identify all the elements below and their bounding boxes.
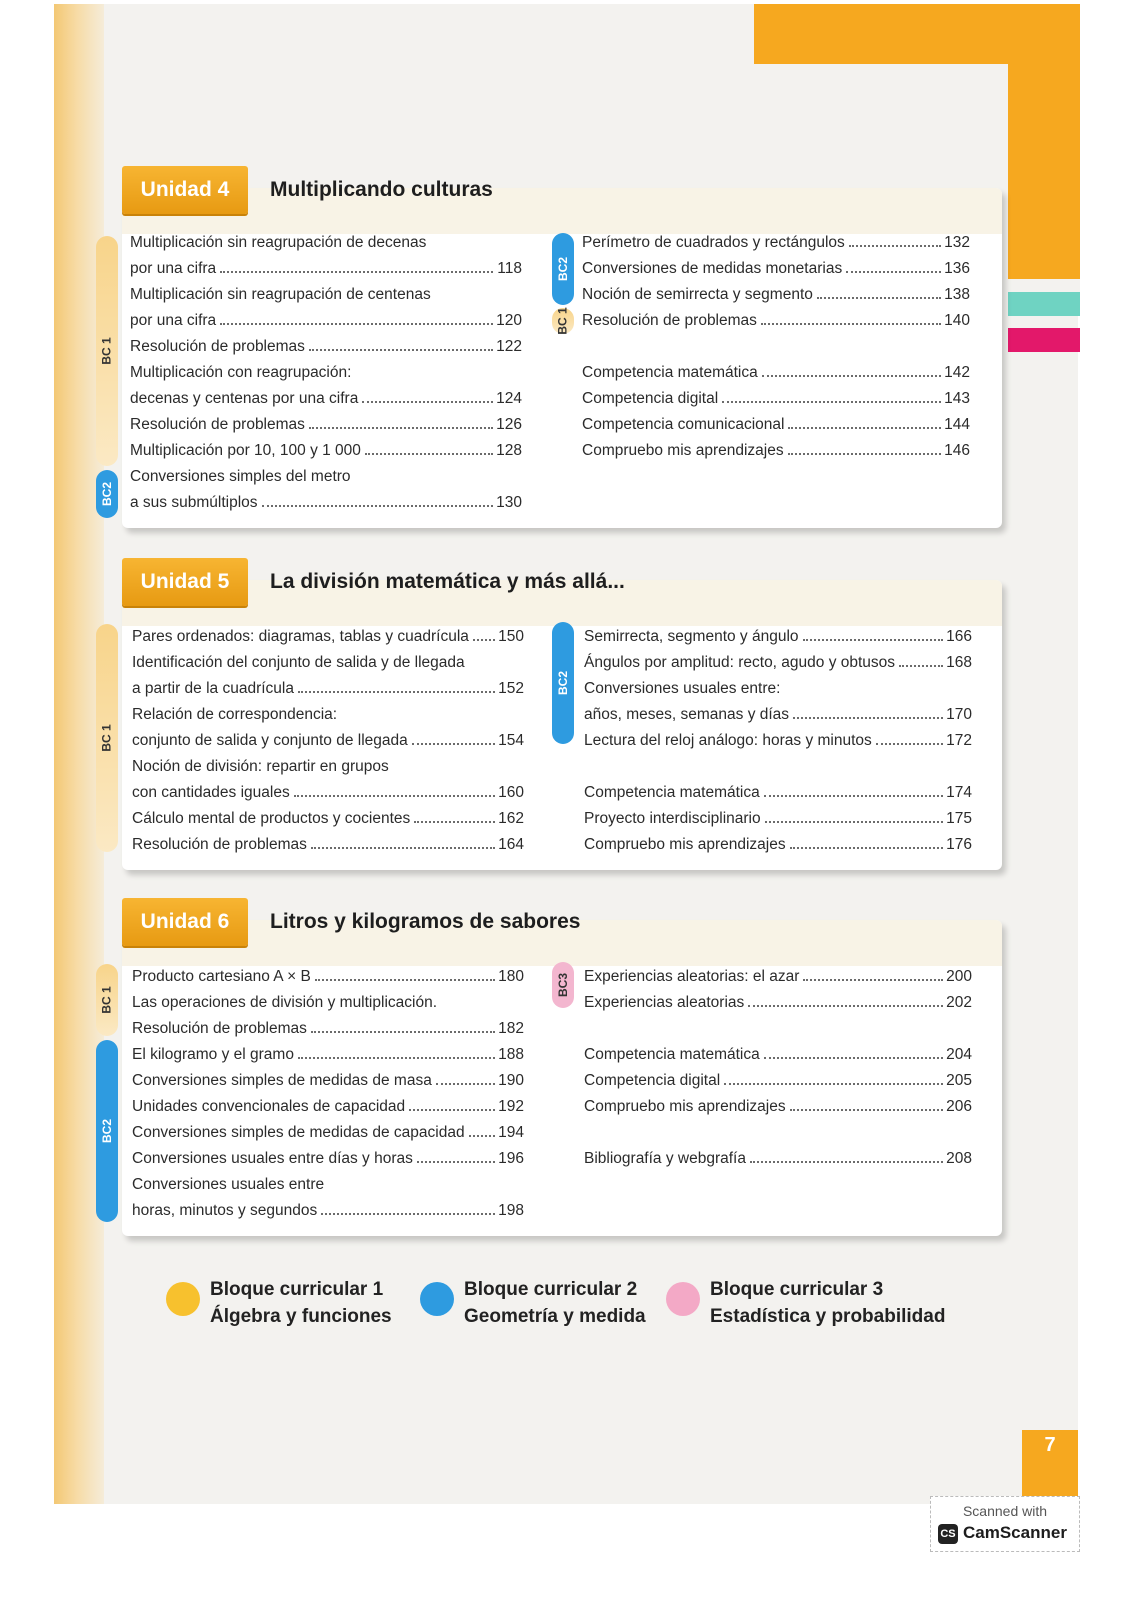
toc-entry: Competencia comunicacional 144 — [582, 416, 970, 433]
toc-entry: Resolución de problemas 122 — [130, 338, 522, 355]
block-bar-bc1: BC 1 — [552, 308, 574, 334]
toc-entry: Conversiones simples de medidas de masa 190 — [132, 1072, 524, 1089]
camscanner-logo-icon: CS — [938, 1524, 958, 1544]
toc-entry: Conversiones usuales entre días y horas 196 — [132, 1150, 524, 1167]
legend-item-bc3 — [666, 1276, 966, 1332]
unit-4-section — [122, 166, 1002, 538]
block-bar-bc1: BC 1 — [96, 624, 118, 852]
block-bar-bc3: BC3 — [552, 962, 574, 1008]
toc-entry: Pares ordenados: diagramas, tablas y cuadrícula 150 — [132, 628, 524, 645]
toc-entry: Conversiones usuales entre — [132, 1176, 325, 1193]
toc-entry: horas, minutos y segundos 198 — [132, 1202, 524, 1219]
toc-entry: Competencia matemática 204 — [584, 1046, 972, 1063]
toc-entry: Proyecto interdisciplinario 175 — [584, 810, 972, 827]
toc-entry: Conversiones simples del metro — [130, 468, 351, 485]
toc-entry: a partir de la cuadrícula 152 — [132, 680, 524, 697]
edge-tab-orange — [1008, 64, 1080, 279]
toc-entry: Competencia matemática 142 — [582, 364, 970, 381]
toc-entry: Las operaciones de división y multiplicación. — [132, 994, 437, 1011]
block-bar-bc1: BC 1 — [96, 964, 118, 1036]
toc-entry: Compruebo mis aprendizajes 206 — [584, 1098, 972, 1115]
toc-entry: conjunto de salida y conjunto de llegada 154 — [132, 732, 524, 749]
unit-4-tab: Unidad 4 — [122, 166, 248, 214]
toc-entry: Conversiones usuales entre: — [584, 680, 781, 697]
toc-entry: Competencia matemática 174 — [584, 784, 972, 801]
corner-decoration — [754, 4, 1080, 64]
edge-gap — [1008, 279, 1080, 292]
toc-entry: por una cifra 120 — [130, 312, 522, 329]
toc-entry: Lectura del reloj análogo: horas y minutos 172 — [584, 732, 972, 749]
toc-entry: Resolución de problemas 140 — [582, 312, 970, 329]
toc-entry: a sus submúltiplos 130 — [130, 494, 522, 511]
unit-6-title: Litros y kilogramos de sabores — [270, 910, 581, 933]
edge-tab-teal — [1008, 292, 1080, 316]
legend-dot-blue — [420, 1282, 454, 1316]
legend-text: Bloque curricular 3 Estadística y probabilidad — [710, 1279, 946, 1327]
unit-4-title: Multiplicando culturas — [270, 178, 493, 201]
toc-entry: Resolución de problemas 182 — [132, 1020, 524, 1037]
toc-entry: Competencia digital 143 — [582, 390, 970, 407]
unit-6-section — [122, 898, 1002, 1238]
watermark-brand-text: CamScanner — [963, 1523, 1067, 1542]
page-number: 7 — [1022, 1430, 1078, 1504]
toc-entry: Compruebo mis aprendizajes 176 — [584, 836, 972, 853]
legend-text: Bloque curricular 2 Geometría y medida — [464, 1279, 646, 1327]
toc-entry: Unidades convencionales de capacidad 192 — [132, 1098, 524, 1115]
toc-entry: decenas y centenas por una cifra 124 — [130, 390, 522, 407]
legend-item-bc2 — [420, 1276, 650, 1332]
toc-entry: con cantidades iguales 160 — [132, 784, 524, 801]
toc-entry: Multiplicación con reagrupación: — [130, 364, 352, 381]
toc-entry: Resolución de problemas 126 — [130, 416, 522, 433]
toc-entry: Resolución de problemas 164 — [132, 836, 524, 853]
block-bar-bc2: BC2 — [552, 622, 574, 744]
camscanner-watermark — [930, 1496, 1080, 1552]
block-bar-bc2: BC2 — [96, 1040, 118, 1222]
toc-entry: Perímetro de cuadrados y rectángulos 132 — [582, 234, 970, 251]
toc-entry: Bibliografía y webgrafía 208 — [584, 1150, 972, 1167]
toc-entry: Conversiones simples de medidas de capacidad 194 — [132, 1124, 524, 1141]
toc-entry: Noción de semirrecta y segmento 138 — [582, 286, 970, 303]
toc-entry: Experiencias aleatorias 202 — [584, 994, 972, 1011]
legend-text: Bloque curricular 1 Álgebra y funciones — [210, 1279, 392, 1327]
toc-entry: por una cifra 118 — [130, 260, 522, 277]
edge-tab-pink — [1008, 328, 1080, 352]
toc-entry: Producto cartesiano A × B 180 — [132, 968, 524, 985]
watermark-top-text: Scanned with — [962, 1503, 1048, 1519]
legend-dot-pink — [666, 1282, 700, 1316]
toc-entry: Compruebo mis aprendizajes 146 — [582, 442, 970, 459]
toc-entry: Conversiones de medidas monetarias 136 — [582, 260, 970, 277]
block-bar-bc2: BC2 — [552, 233, 574, 305]
toc-entry: años, meses, semanas y días 170 — [584, 706, 972, 723]
legend-dot-yellow — [166, 1282, 200, 1316]
toc-entry: Competencia digital 205 — [584, 1072, 972, 1089]
toc-entry: Identificación del conjunto de salida y de llegada — [132, 654, 465, 671]
block-bar-bc2: BC2 — [96, 470, 118, 518]
toc-entry: Noción de división: repartir en grupos — [132, 758, 389, 775]
unit-5-title: La división matemática y más allá... — [270, 570, 625, 593]
toc-entry: Multiplicación sin reagrupación de centenas — [130, 286, 431, 303]
toc-entry: Multiplicación sin reagrupación de decenas — [130, 234, 427, 251]
unit-6-tab: Unidad 6 — [122, 898, 248, 946]
toc-entry: Cálculo mental de productos y cocientes 162 — [132, 810, 524, 827]
toc-entry: El kilogramo y el gramo 188 — [132, 1046, 524, 1063]
block-bar-bc1: BC 1 — [96, 236, 118, 466]
legend-item-bc1 — [166, 1276, 396, 1332]
toc-entry: Experiencias aleatorias: el azar 200 — [584, 968, 972, 985]
toc-entry: Ángulos por amplitud: recto, agudo y obtusos 168 — [584, 654, 972, 671]
toc-entry: Relación de correspondencia: — [132, 706, 338, 723]
unit-5-tab: Unidad 5 — [122, 558, 248, 606]
toc-entry: Multiplicación por 10, 100 y 1 000 128 — [130, 442, 522, 459]
toc-entry: Semirrecta, segmento y ángulo 166 — [584, 628, 972, 645]
